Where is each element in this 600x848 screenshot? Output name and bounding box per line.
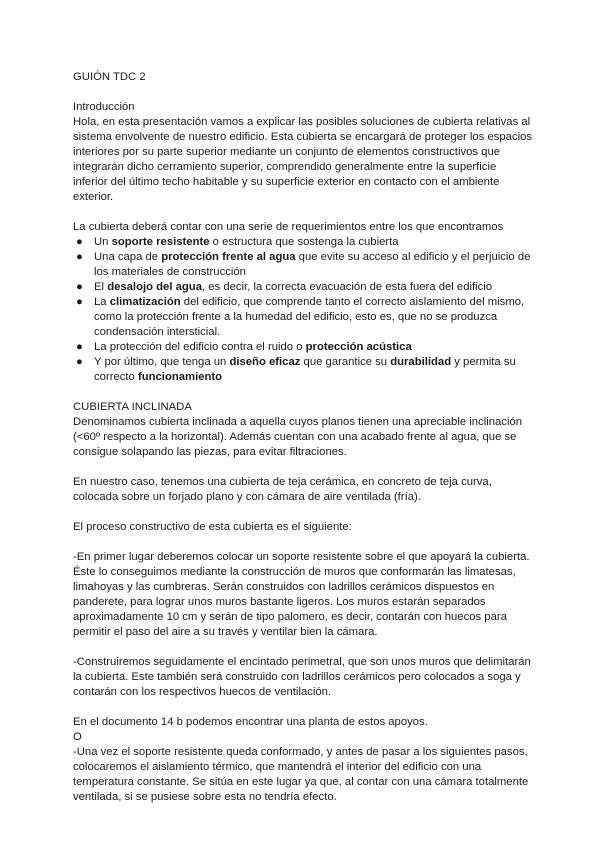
intro-heading: Introducción — [73, 101, 135, 113]
document-reference: En el documento 14 b podemos encontrar una planta de estos apoyos. — [73, 716, 428, 728]
document-body — [73, 70, 533, 805]
intro-paragraph: Hola, en esta presentación vamos a explicar las posibles soluciones de cubierta relativas al sistema envolvente de nuestro edificio. Esta cubierta se encargará de proteger los espacios interiores por su parte superior mediante un conjunto de elementos constructivos que integrarán dicho cerramiento superior, comprendido generalmente entre la superficie inferior del último techo habitable y su superficie exterior en contacto con el ambiente exterior. — [73, 116, 533, 203]
bullet-icon: ● — [76, 296, 83, 308]
step-2-paragraph: -Construiremos seguidamente el encintado perimetral, que son unos muros que delimitarán la cubierta. Este también será construido con ladrillos cerámicos pero colocados a soga y contarán con los respectivos huecos de ventilación. — [73, 656, 531, 698]
bullet-icon: ● — [76, 356, 83, 368]
list-item: ● Y por último, que tenga un diseño eficaz que garantice su durabilidad y permita su correcto funcionamiento — [76, 356, 516, 383]
requirements-lead: La cubierta deberá contar con una serie de requerimientos entre los que encontramos — [73, 221, 504, 233]
stray-letter: O — [73, 731, 82, 743]
list-item: ● La climatización del edificio, que comprende tanto el correcto aislamiento del mismo, como la protección frente a la humedad del edificio, esto es, que no se produzca condensación intersticial. — [76, 296, 525, 338]
list-item: ● Una capa de protección frente al agua que evite su acceso al edificio y el perjuicio de los materiales de construcción — [76, 251, 531, 278]
case-paragraph: En nuestro caso, tenemos una cubierta de teja cerámica, en concreto de teja curva, colocada sobre un forjado plano y con cámara de aire ventilada (fría). — [73, 476, 492, 503]
section-heading-inclinada: CUBIERTA INCLINADA — [73, 401, 192, 413]
list-item: ● La protección del edificio contra el ruido o protección acústica — [76, 341, 412, 353]
bullet-icon: ● — [76, 236, 83, 248]
bullet-icon: ● — [76, 281, 83, 293]
step-1-paragraph: -En primer lugar deberemos colocar un soporte resistente sobre el que apoyará la cubierta. Éste lo conseguimos mediante la construcción de muros que conformarán las limatesas, limahoyas y las cumbreras. Serán construidos con ladrillos cerámicos dispuestos en panderete, para lograr unos muros bastante ligeros. Los muros estarán separados aproximadamente 10 cm y serán de tipo palomero, es decir, contarán con huecos para permitir el paso del aire a su través y ventilar bien la cámara. — [73, 551, 530, 638]
step-3-paragraph: -Una vez el soporte resistente queda conformado, y antes de pasar a los siguientes pasos, colocaremos el aislamiento térmico, que mantendrá el interior del edificio con una temperatura constante. Se sitúa en este lugar ya que, al contar con una cámara totalmente ventilada, si se pusiese sobre esta no tendría efecto. — [73, 746, 529, 803]
bullet-icon: ● — [76, 251, 83, 263]
list-item: ● Un soporte resistente o estructura que sostenga la cubierta — [76, 236, 399, 248]
list-item: ● El desalojo del agua, es decir, la correcta evacuación de esta fuera del edificio — [76, 281, 493, 293]
document-title: GUIÓN TDC 2 — [73, 71, 146, 83]
requirements-list — [73, 235, 533, 385]
bullet-icon: ● — [76, 341, 83, 353]
definition-paragraph: Denominamos cubierta inclinada a aquella cuyos planos tienen una apreciable inclinación (<60º respecto a la horizontal). Además cuentan con una acabado frente al agua, que se consigue solapando las piezas, para evitar filtraciones. — [73, 416, 523, 458]
process-intro: El proceso constructivo de esta cubierta es el siguiente: — [73, 521, 352, 533]
